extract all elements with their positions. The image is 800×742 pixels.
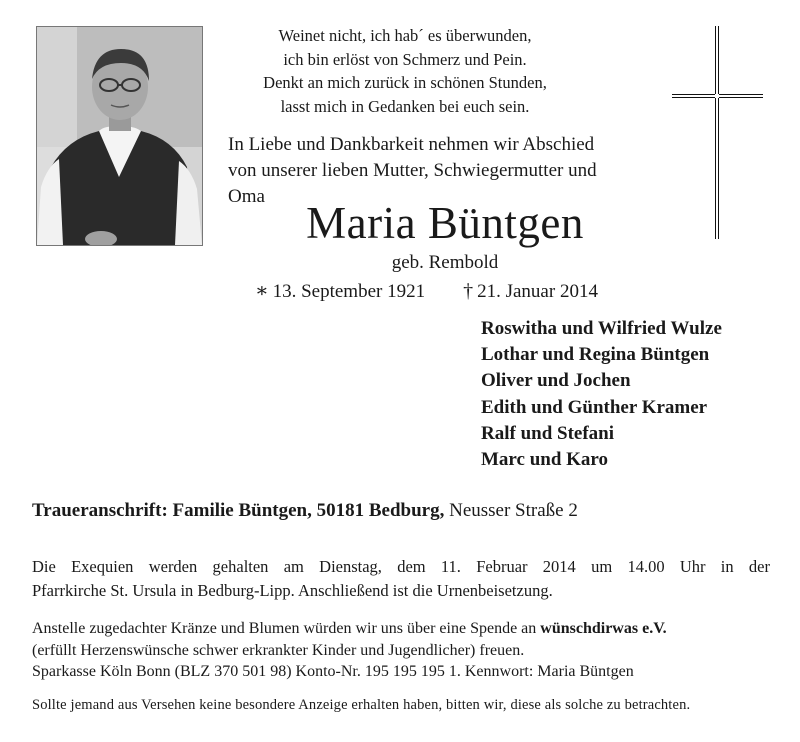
intro-line: In Liebe und Dankbarkeit nehmen wir Abschied xyxy=(228,134,595,155)
death-cross-icon: † xyxy=(463,280,474,302)
poem-line: Denkt an mich zurück in schönen Stunden, xyxy=(263,73,547,92)
birth-star-icon: ∗ xyxy=(255,280,269,302)
intro-line: Oma xyxy=(228,186,265,207)
address-label: Traueranschrift: Familie Büntgen, 50181 Bedburg, xyxy=(32,500,445,521)
cross-icon xyxy=(670,26,740,242)
donation-line: (erfüllt Herzenswünsche schwer erkrankter Kinder und Jugendlicher) freuen. xyxy=(32,641,525,659)
poem xyxy=(240,24,570,118)
funeral-info-line: Die Exequien werden gehalten am Dienstag, dem 11. Februar 2014 um 14.00 Uhr in der xyxy=(32,557,770,576)
poem-line: ich bin erlöst von Schmerz und Pein. xyxy=(283,49,527,69)
funeral-info xyxy=(32,555,770,603)
address-street: Neusser Straße 2 xyxy=(444,500,578,521)
charity-name: wünschdirwas e.V. xyxy=(540,620,667,637)
death-date: 21. Januar 2014 xyxy=(477,281,598,302)
maiden-name: geb. Rembold xyxy=(391,252,499,273)
mourners-list xyxy=(481,316,781,473)
donation-line xyxy=(32,618,772,640)
mourning-address xyxy=(32,498,772,524)
life-dates xyxy=(255,278,655,305)
poem-line: lasst mich in Gedanken bei euch sein. xyxy=(280,96,530,116)
mourner-entry: Roswitha und Wilfried Wulze xyxy=(481,318,722,339)
poem-line: Weinet nicht, ich hab´ es überwunden, xyxy=(278,26,532,45)
mourner-entry: Ralf und Stefani xyxy=(481,422,615,444)
footer-note: Sollte jemand aus Versehen keine besondere Anzeige erhalten haben, bitten wir, diese als solche zu betrachten. xyxy=(32,697,691,713)
mourner-entry: Lothar und Regina Büntgen xyxy=(481,344,710,366)
donation-info xyxy=(32,618,772,683)
portrait-photo xyxy=(36,26,203,246)
bank-details: Sparkasse Köln Bonn (BLZ 370 501 98) Konto-Nr. 195 195 195 1. Kennwort: Maria Büntgen xyxy=(32,663,634,680)
funeral-info-line: Pfarrkirche St. Ursula in Bedburg-Lipp. Anschließend ist die Urnenbeisetzung. xyxy=(32,581,553,600)
intro-line: von unserer lieben Mutter, Schwiegermutter und xyxy=(228,160,597,181)
donation-text: Anstelle zugedachter Kränze und Blumen würden wir uns über eine Spende an xyxy=(32,620,541,637)
mourner-entry: Marc und Karo xyxy=(481,449,609,471)
mourner-entry: Oliver und Jochen xyxy=(481,370,631,392)
mourner-entry: Edith und Günther Kramer xyxy=(481,396,708,418)
birth-date: 13. September 1921 xyxy=(272,281,426,302)
deceased-name: Maria Büntgen xyxy=(306,198,584,248)
